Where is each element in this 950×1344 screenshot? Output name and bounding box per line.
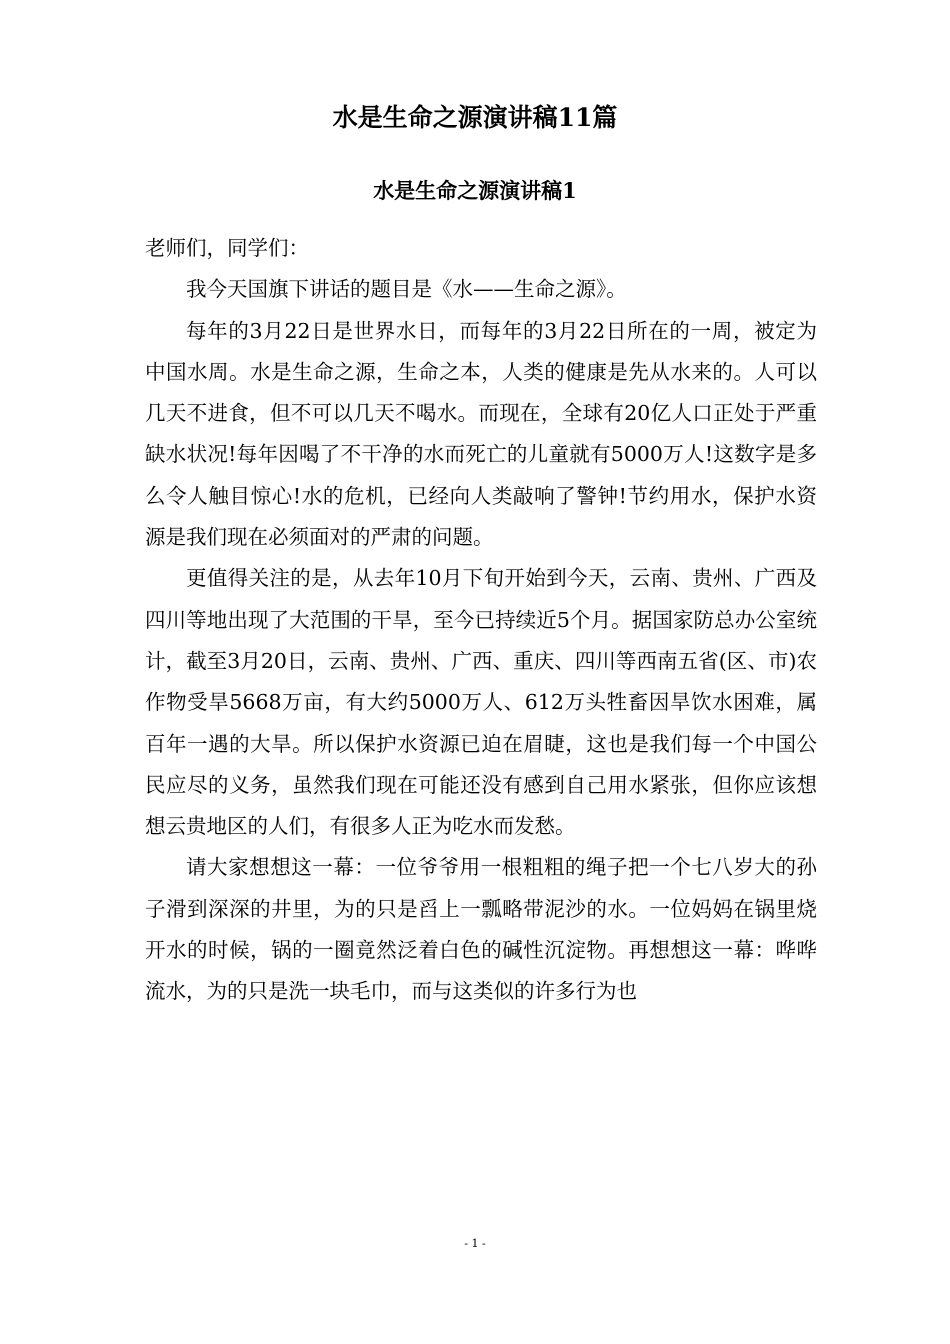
- body-paragraph: 请大家想想这一幕：一位爷爷用一根粗粗的绳子把一个七八岁大的孙子滑到深深的井里，为的只是舀上一瓢略带泥沙的水。一位妈妈在锅里烧开水的时候，锅的一圈竟然泛着白色的碱性沉淀物。再想想这一幕：哗哗流水，为的只是洗一块毛巾，而与这类似的许多行为也: [145, 855, 817, 1004]
- page-number: - 1 -: [464, 1237, 486, 1250]
- section-title: 水是生命之源演讲稿1: [373, 178, 577, 203]
- document-body: [145, 228, 817, 1013]
- body-paragraph: 每年的3月22日是世界水日，而每年的3月22日所在的一周，被定为中国水周。水是生命之源，生命之本，人类的健康是先从水来的。人可以几天不进食，但不可以几天不喝水。而现在，全球有20亿人口正处于严重缺水状况!每年因喝了不干净的水而死亡的儿童就有5000万人!这数字是多么令人触目惊心!水的危机，已经向人类敲响了警钟!节约用水，保护水资源是我们现在必须面对的严肃的问题。: [145, 318, 817, 550]
- salutation-paragraph: 老师们，同学们：: [145, 236, 309, 260]
- body-paragraph: 我今天国旗下讲话的题目是《水——生命之源》。: [186, 277, 627, 302]
- body-paragraph: 更值得关注的是，从去年10月下旬开始到今天，云南、贵州、广西及四川等地出现了大范围的干旱，至今已持续近5个月。据国家防总办公室统计，截至3月20日，云南、贵州、广西、重庆、四川等西南五省(区、市)农作物受旱5668万亩，有大约5000万人、612万头牲畜因旱饮水困难，属百年一遇的大旱。所以保护水资源已迫在眉睫，这也是我们每一个中国公民应尽的义务，虽然我们现在可能还没有感到自己用水紧张，但你应该想想云贵地区的人们，有很多人正为吃水而发愁。: [145, 566, 817, 839]
- document-title: 水是生命之源演讲稿11篇: [332, 103, 618, 132]
